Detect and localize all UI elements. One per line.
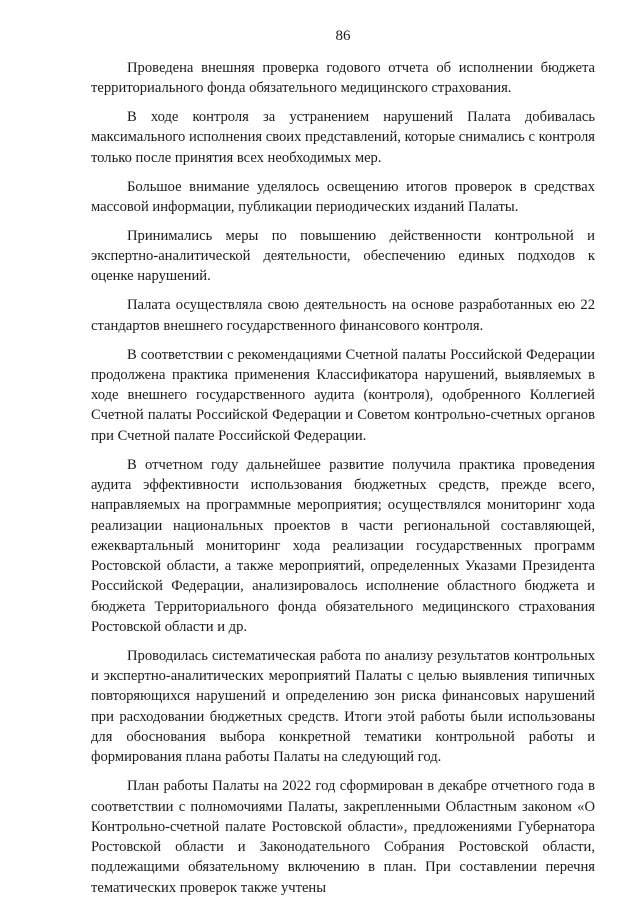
paragraph: План работы Палаты на 2022 год сформирован в декабре отчетного года в соответствии с полномочиями Палаты, закрепленными Областным законом «О Контрольно-счетной палате Ростовской области», предложениями Губернатора Ростовской области и Законодательного Собрания Ростовской области, подлежащими обязательному включению в план. При составлении перечня тематических проверок также учтены — [91, 778, 595, 896]
document-page — [91, 0, 595, 907]
paragraph: Большое внимание уделялось освещению итогов проверок в средствах массовой информации, публикации периодических изданий Палаты. — [91, 178, 595, 215]
paragraph: Принимались меры по повышению действенности контрольной и экспертно-аналитической деятельности, обеспечению единых подходов к оценке нарушений. — [91, 227, 595, 285]
paragraph: Палата осуществляла свою деятельность на основе разработанных ею 22 стандартов внешнего государственного финансового контроля. — [91, 297, 595, 334]
paragraph: В соответствии с рекомендациями Счетной палаты Российской Федерации продолжена практика применения Классификатора нарушений, выявляемых в ходе внешнего государственного аудита (контроля), одобренного Коллегией Счетной палаты Российской Федерации и Советом контрольно-счетных органов при Счетной палате Российской Федерации. — [91, 346, 595, 444]
paragraph: Проведена внешняя проверка годового отчета об исполнении бюджета территориального фонда обязательного медицинского страхования. — [91, 60, 595, 97]
paragraph: В ходе контроля за устранением нарушений Палата добивалась максимального исполнения своих представлений, которые снимались с контроля только после принятия всех необходимых мер. — [91, 109, 595, 166]
paragraph: В отчетном году дальнейшее развитие получила практика проведения аудита эффективности использования бюджетных средств, прежде всего, направляемых на программные мероприятия; осуществлялся мониторинг хода реализации национальных проектов в части региональной составляющей, ежеквартальный мониторинг хода реализации государственных программ Ростовской области, а также мероприятий, определенных Указами Президента Российской Федерации, анализировалось исполнение областного бюджета и бюджета Территориального фонда обязательного медицинского страхования Ростовской области и др. — [91, 456, 595, 635]
paragraph: Проводилась систематическая работа по анализу результатов контрольных и экспертно-аналитических мероприятий Палаты с целью выявления типичных повторяющихся нарушений и определению зон риска финансовых нарушений при расходовании бюджетных средств. Итоги этой работы были использованы для обоснования выбора конкретной тематики контрольной работы и формирования плана работы Палаты на следующий год. — [91, 647, 595, 766]
page-number: 86 — [335, 28, 351, 44]
